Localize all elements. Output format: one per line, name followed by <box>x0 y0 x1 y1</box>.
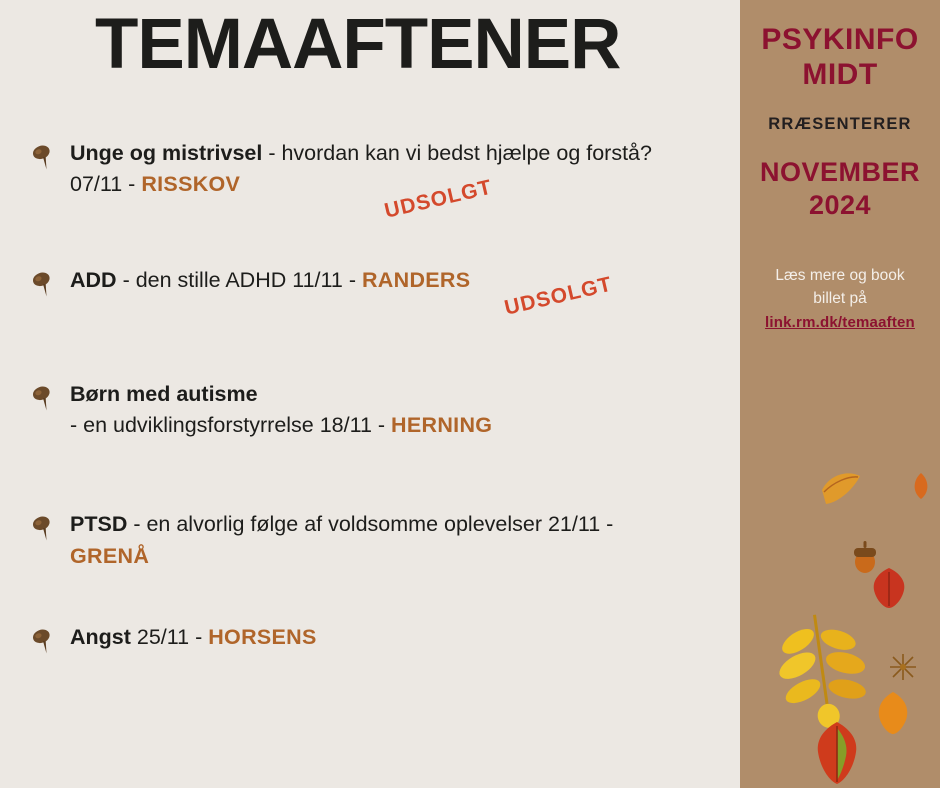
event-detail: - en alvorlig følge af voldsomme oplevelser 21/11 - <box>127 512 614 537</box>
booking-line-1: Læs mere og book <box>775 266 905 284</box>
leaf-icon <box>768 608 880 733</box>
event-city: GRENÅ <box>70 543 150 568</box>
list-item[interactable] <box>0 622 740 662</box>
event-city: RISSKOV <box>141 172 241 197</box>
status-badge: UDSOLGT <box>382 175 495 223</box>
event-title: Angst <box>70 624 131 649</box>
event-description <box>70 138 690 200</box>
event-title: PTSD <box>70 512 128 537</box>
event-title: Børn med autisme <box>70 382 258 406</box>
pushpin-icon <box>28 269 58 299</box>
brand-line-2: MIDT <box>802 58 878 92</box>
event-detail: - hvordan kan vi bedst hjælpe og forstå? 07/11 - <box>70 141 652 197</box>
event-detail: - den stille ADHD 11/11 - <box>116 268 362 292</box>
pushpin-icon <box>28 383 58 413</box>
poster-sidebar <box>740 0 940 788</box>
month-label: NOVEMBER <box>759 156 920 187</box>
event-title: ADD <box>70 268 117 292</box>
event-title: Unge og mistrivsel <box>70 141 263 165</box>
list-item[interactable] <box>0 265 740 321</box>
event-city: HORSENS <box>208 624 317 649</box>
event-detail: 25/11 - <box>130 624 209 649</box>
pushpin-icon <box>28 142 58 172</box>
presents-label: RRÆSENTERER <box>768 114 912 133</box>
month-year <box>740 156 940 222</box>
status-badge: UDSOLGT <box>502 272 615 320</box>
leaf-icon <box>802 718 872 788</box>
year-label: 2024 <box>808 189 872 220</box>
page-title: TEMAAFTENER <box>95 5 621 84</box>
pushpin-icon <box>28 513 58 543</box>
booking-link[interactable]: link.rm.dk/temaaften <box>765 314 915 332</box>
event-detail: - en udviklingsforstyrrelse 18/11 - <box>70 413 392 438</box>
event-description <box>70 509 690 571</box>
pushpin-icon <box>28 626 58 656</box>
event-city: HERNING <box>391 413 493 438</box>
list-item[interactable] <box>0 138 740 222</box>
booking-line-2: billet på <box>813 289 867 307</box>
brand-line-1: PSYKINFO <box>761 23 919 56</box>
event-list <box>0 138 740 662</box>
leaf-icon <box>818 468 864 513</box>
leaf-icon <box>872 690 914 741</box>
event-description <box>70 379 690 441</box>
brand-name <box>740 22 940 93</box>
list-item[interactable] <box>0 379 740 441</box>
event-description <box>70 622 690 653</box>
star-leaf-icon <box>888 652 918 687</box>
event-city: RANDERS <box>361 268 471 292</box>
list-item[interactable] <box>0 509 740 571</box>
booking-info <box>740 264 940 335</box>
leaf-icon <box>908 472 934 505</box>
